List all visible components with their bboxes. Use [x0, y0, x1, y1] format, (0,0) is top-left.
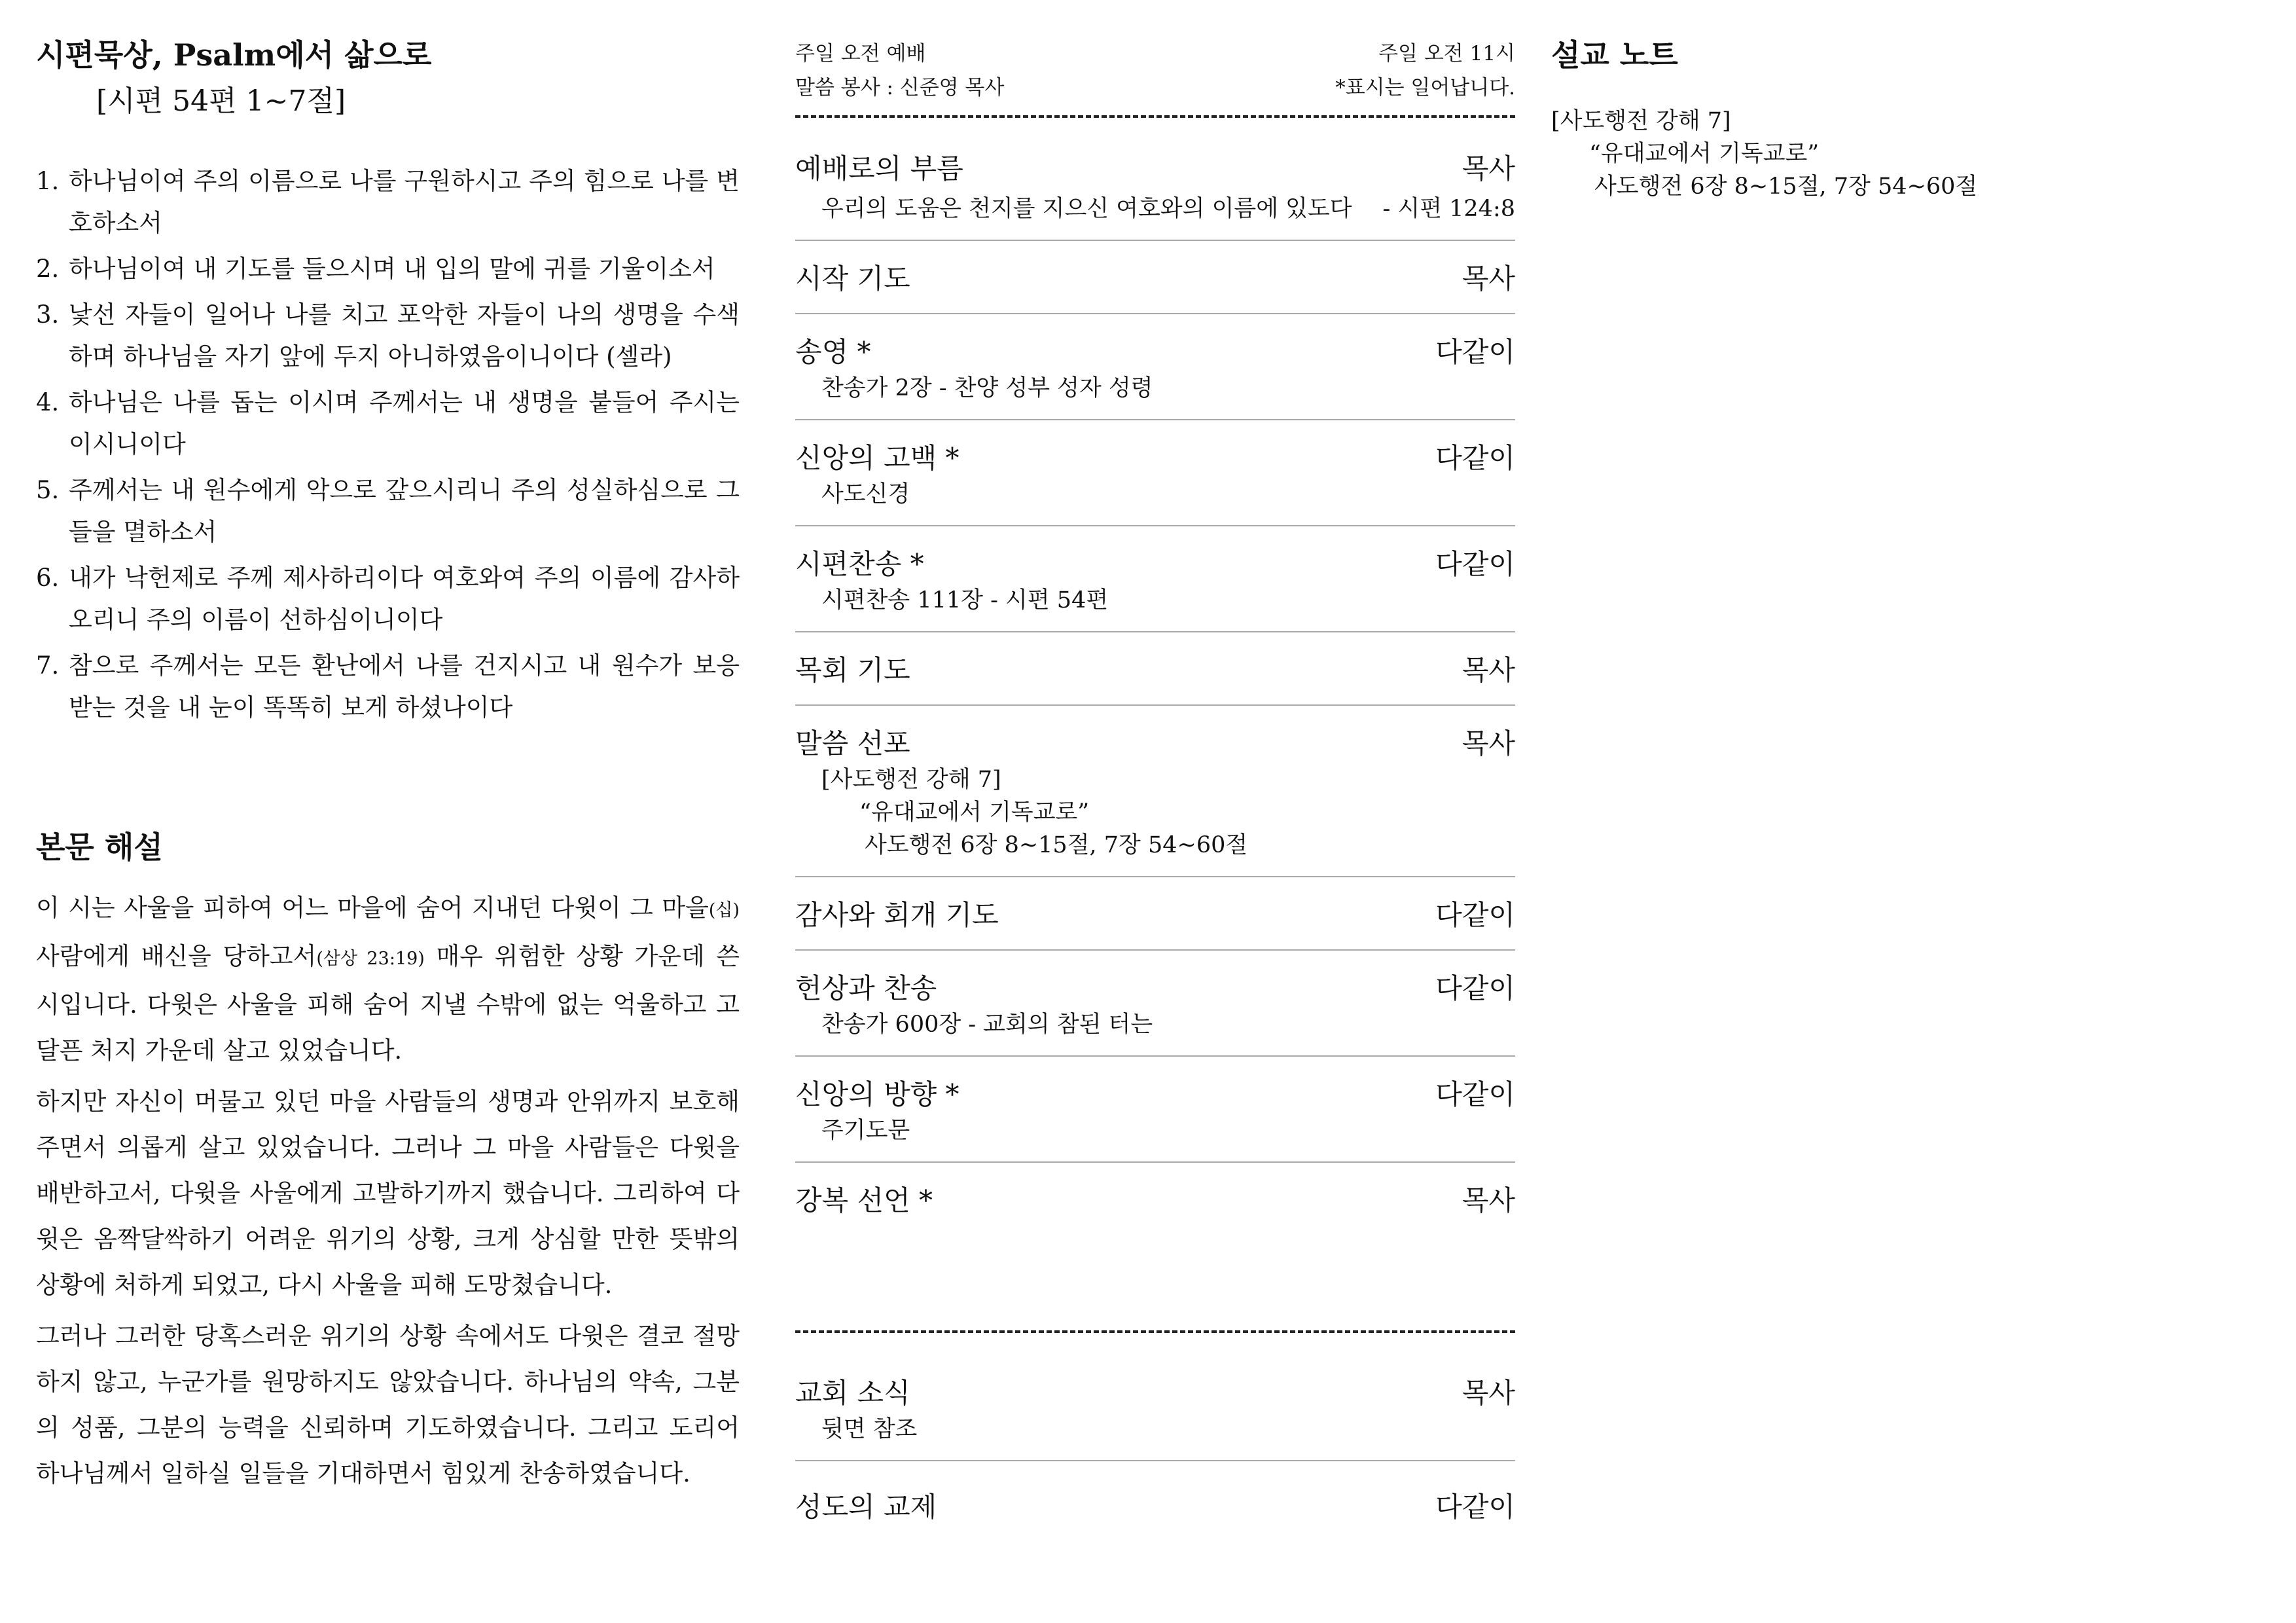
item-leader: 다같이 — [1435, 1078, 1515, 1110]
worship-items — [795, 131, 1515, 1235]
worship-item — [795, 877, 1515, 951]
verse-text: 하나님이여 주의 이름으로 나를 구원하시고 주의 힘으로 나를 변호하소서 — [69, 167, 740, 237]
item-name: 감사와 회개 기도 — [795, 899, 999, 931]
verse-text: 참으로 주께서는 모든 환난에서 나를 건지시고 내 원수가 보응 받는 것을 내 눈이 똑똑히 보게 하셨나이다 — [69, 651, 740, 721]
item-detail: 사도신경 — [821, 481, 910, 507]
worship-item — [795, 706, 1515, 877]
item-leader: 목사 — [1462, 263, 1515, 295]
item-leader: 다같이 — [1435, 1491, 1515, 1523]
item-name: 목회 기도 — [795, 654, 910, 686]
verse-number: 3. — [36, 301, 60, 329]
verse-item — [36, 160, 740, 244]
dashed-divider — [795, 1330, 1515, 1333]
worship-item — [795, 1355, 1515, 1461]
item-name: 강복 선언 * — [795, 1184, 933, 1216]
text-run: 이 시는 사울을 피하여 어느 마을에 숨어 지내던 다윗이 그 마을 — [36, 894, 709, 922]
item-detail: 시편찬송 111장 - 시편 54편 — [821, 587, 1109, 613]
psalm-title: 시편묵상, Psalm에서 삶으로 — [36, 37, 432, 73]
notes-title: 설교 노트 — [1551, 37, 1678, 73]
worship-item — [795, 420, 1515, 526]
verse-item — [36, 645, 740, 729]
worship-item — [795, 314, 1515, 420]
worship-item — [795, 951, 1515, 1057]
item-detail: 뒷면 참조 — [821, 1416, 918, 1442]
item-leader: 다같이 — [1435, 442, 1515, 474]
item-leader: 목사 — [1462, 1184, 1515, 1216]
explanation-paragraph: 하지만 자신이 머물고 있던 마을 사람들의 생명과 안위까지 보호해주면서 의롭게 살고 있었습니다. 그러나 그 마을 사람들은 다윗을 배반하고서, 다윗을 사울에게 고발하기까지 했습니다. 그리하여 다윗은 옴짝달싹하기 어려운 위기의 상황, 크게 상심할 만한 뜻밖의 상황에 처하게 되었고, 다시 사울을 피해 도망쳤습니다. — [36, 1087, 740, 1299]
item-detail: 주기도문 — [821, 1118, 910, 1144]
item-name: 말씀 선포 — [795, 727, 910, 759]
worship-item — [795, 1163, 1515, 1235]
item-name: 헌상과 찬송 — [795, 972, 937, 1004]
item-name: 교회 소식 — [795, 1377, 910, 1409]
small-note: (십) — [708, 900, 740, 921]
item-leader: 목사 — [1462, 1377, 1515, 1409]
item-name: 신앙의 방향 * — [795, 1078, 960, 1110]
explanation-paragraph — [36, 885, 740, 1074]
item-detail: 찬송가 2장 - 찬양 성부 성자 성령 — [821, 375, 1153, 401]
item-detail: 우리의 도움은 천지를 지으신 여호와의 이름에 있도다 — [821, 196, 1352, 222]
item-name: 시작 기도 — [795, 263, 910, 295]
verse-number: 1. — [36, 167, 60, 195]
item-leader: 목사 — [1462, 654, 1515, 686]
notes-series: [사도행전 강해 7] — [1551, 108, 1731, 134]
after-service-items — [795, 1355, 1515, 1541]
verse-list — [36, 160, 740, 733]
dashed-divider — [795, 115, 1515, 118]
sermon-title: “유대교에서 기독교로” — [859, 799, 1090, 826]
sermon-passage: 사도행전 6장 8~15절, 7장 54~60절 — [865, 832, 1248, 858]
verse-number: 4. — [36, 388, 60, 416]
worship-item — [795, 526, 1515, 632]
item-leader: 다같이 — [1435, 972, 1515, 1004]
verse-item — [36, 469, 740, 553]
explanation-paragraph: 그러나 그러한 당혹스러운 위기의 상황 속에서도 다윗은 결코 절망하지 않고, 누군가를 원망하지도 않았습니다. 하나님의 약속, 그분의 성품, 그분의 능력을 신뢰하며 기도하였습니다. 그리고 도리어 하나님께서 일하실 일들을 기대하면서 힘있게 찬송하였습니다. — [36, 1322, 740, 1487]
stand-note: *표시는 일어납니다. — [1335, 76, 1515, 100]
explanation-title: 본문 해설 — [36, 830, 163, 865]
item-reference: - 시편 124:8 — [1382, 196, 1515, 222]
item-leader: 다같이 — [1435, 899, 1515, 931]
verse-text: 내가 낙헌제로 주께 제사하리이다 여호와여 주의 이름에 감사하오리니 주의 이름이 선하심이니이다 — [69, 564, 740, 634]
psalm-reference: [시편 54편 1~7절] — [96, 84, 346, 118]
verse-number: 2. — [36, 255, 60, 283]
service-name: 주일 오전 예배 — [795, 42, 926, 65]
item-detail: 찬송가 600장 - 교회의 참된 터는 — [821, 1012, 1153, 1038]
verse-text: 낯선 자들이 일어나 나를 치고 포악한 자들이 나의 생명을 수색하며 하나님을 자기 앞에 두지 아니하였음이니이다 (셀라) — [69, 301, 740, 371]
item-name: 송영 * — [795, 336, 871, 368]
item-name: 시편찬송 * — [795, 548, 924, 580]
preacher: 말씀 봉사 : 신준영 목사 — [795, 76, 1005, 100]
verse-item — [36, 382, 740, 465]
verse-number: 7. — [36, 651, 60, 680]
text-run: 사람에게 배신을 당하고서 — [36, 942, 317, 970]
worship-item — [795, 1057, 1515, 1163]
verse-item — [36, 248, 740, 290]
item-name: 예배로의 부름 — [795, 153, 963, 185]
item-leader: 목사 — [1462, 153, 1515, 185]
verse-item — [36, 294, 740, 378]
item-leader: 목사 — [1462, 727, 1515, 759]
worship-item — [795, 1461, 1515, 1541]
verse-item — [36, 557, 740, 641]
verse-text: 하나님이여 내 기도를 들으시며 내 입의 말에 귀를 기울이소서 — [69, 255, 715, 283]
service-time: 주일 오전 11시 — [1378, 42, 1515, 65]
small-note: (삼상 23:19) — [316, 949, 425, 969]
notes-sermon-title: “유대교에서 기독교로” — [1589, 141, 1820, 167]
item-leader: 다같이 — [1435, 336, 1515, 368]
sermon-series: [사도행전 강해 7] — [821, 767, 1001, 793]
verse-text: 주께서는 내 원수에게 악으로 갚으시리니 주의 성실하심으로 그들을 멸하소서 — [69, 476, 740, 546]
item-name: 신앙의 고백 * — [795, 442, 960, 474]
verse-number: 5. — [36, 476, 60, 504]
explanation-body — [36, 885, 740, 1502]
notes-passage: 사도행전 6장 8~15절, 7장 54~60절 — [1594, 173, 1978, 200]
worship-item — [795, 131, 1515, 241]
notes-body — [1551, 105, 1977, 203]
text-run: 매우 위험한 상황 가운데 쓴 시입니다. 다윗은 사울을 피해 숨어 지낼 수밖에 없는 억울하고 고달픈 처지 가운데 살고 있었습니다. — [36, 942, 740, 1065]
worship-item — [795, 241, 1515, 314]
verse-number: 6. — [36, 564, 60, 592]
worship-item — [795, 632, 1515, 706]
item-name: 성도의 교제 — [795, 1491, 937, 1523]
verse-text: 하나님은 나를 돕는 이시며 주께서는 내 생명을 붙들어 주시는 이시니이다 — [69, 388, 740, 458]
item-leader: 다같이 — [1435, 548, 1515, 580]
